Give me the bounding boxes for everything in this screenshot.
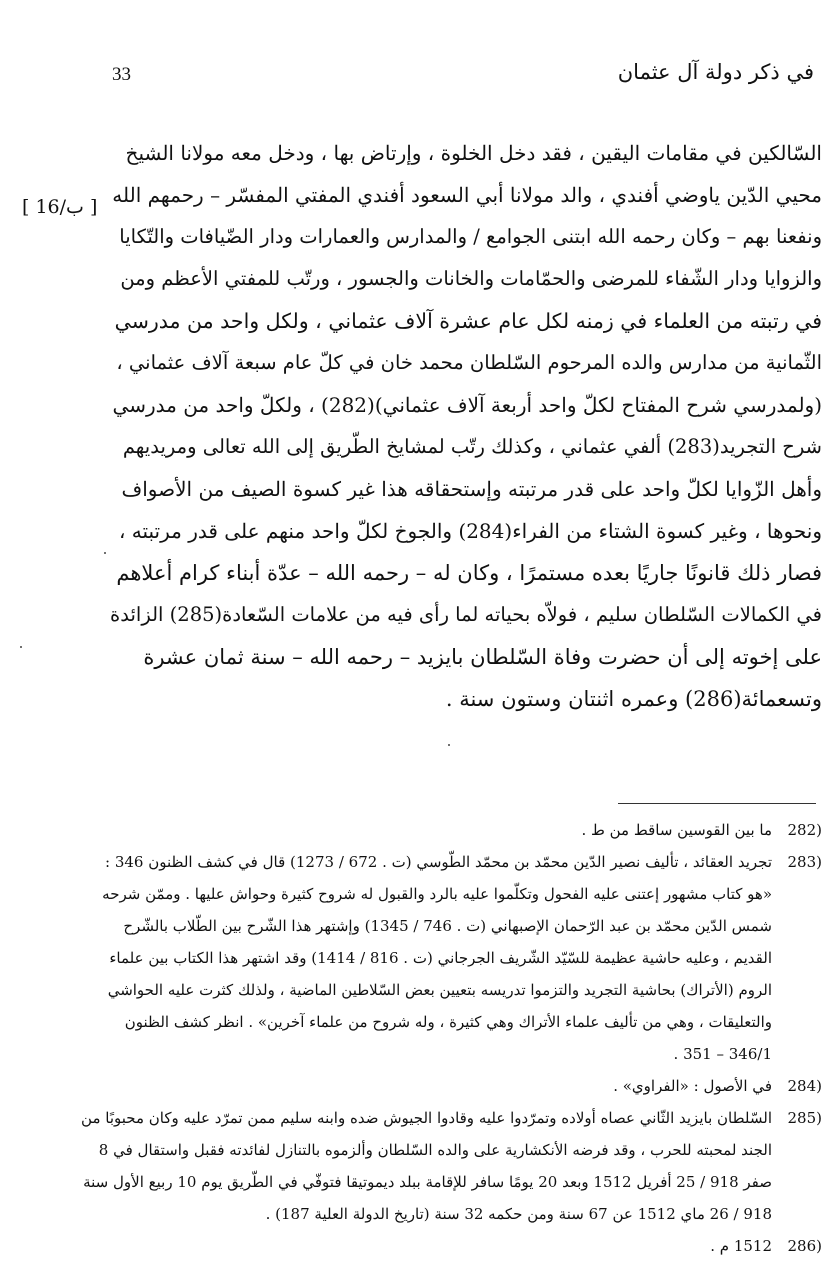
footnote-line: في الأصول : «الفراوي» . <box>613 1077 772 1095</box>
footnote-line: 918 / 26 ماي 1512 عن 67 سنة ومن حكمه 32 سنة (تاريخ الدولة العلية 187) . <box>265 1205 772 1223</box>
footnote-line: تجريد العقائد ، تأليف نصير الدّين محمّد بن محمّد الطّوسي (ت . 672 / 1273) قال في كشف الظنون 346 : <box>105 853 772 871</box>
main-text-block <box>110 132 822 720</box>
footnote-line: والتعليقات ، وهي من تأليف علماء الأتراك وهي كثيرة ، وله شروح من علماء آخرين» . انظر كشف الظنون <box>124 1013 772 1031</box>
footnote-line: الروم (الأتراك) بحاشية التجريد والتزموا تدريسه بتعيين بعض السّلاطين الماضية ، ولذلك كثرت عليه الحواشي <box>107 981 772 999</box>
footnote-284 <box>100 1070 822 1102</box>
paper-speck <box>20 646 22 648</box>
paper-speck <box>448 744 450 746</box>
footnote-line: القديم ، وعليه حاشية عظيمة للسّيّد الشّريف الجرجاني (ت . 816 / 1414) وقد اشتهر هذا الكتاب بين علماء <box>109 949 772 967</box>
footnote-number: 285) <box>787 1109 822 1127</box>
main-text-line: وتسعمائة(286) وعمره اثنتان وستون سنة . <box>445 687 822 711</box>
main-text-line: ونفعنا بهم – وكان رحمه الله ابتنى الجوامع / والمدارس والعمارات ودار الضّيافات والتّكايا <box>119 225 822 248</box>
main-text-line: على إخوته إلى أن حضرت وفاة السّلطان بايزيد – رحمه الله – سنة ثمان عشرة <box>143 645 822 669</box>
chapter-title: في ذكر دولة آل عثمان <box>617 60 814 84</box>
main-text-line: (ولمدرسي شرح المفتاح لكلّ واحد أربعة آلاف عثماني)(282) ، ولكلّ واحد من مدرسي <box>112 393 822 417</box>
footnote-286 <box>100 1230 822 1262</box>
footnote-line: 1512 م . <box>710 1237 772 1255</box>
footnote-282 <box>100 814 822 846</box>
main-text-line: وأهل الزّوايا لكلّ واحد على قدر مرتبته وإستحقاقه هذا غير كسوة الصيف من الأصواف <box>121 477 822 501</box>
main-text-line: شرح التجريد(283) ألفي عثماني ، وكذلك رتّب لمشايخ الطّريق إلى الله تعالى ومريديهم <box>122 435 822 458</box>
footnote-number: 284) <box>787 1077 822 1095</box>
footnote-line: شمس الدّين محمّد بن عبد الرّحمان الإصبهاني (ت . 746 / 1345) وإشتهر هذا الشّرح بين الطّلاب بالشّرح <box>123 917 772 935</box>
footnote-separator <box>618 803 816 804</box>
footnote-283 <box>100 846 822 1070</box>
footnote-line: صفر 918 / 25 أفريل 1512 وبعد 20 يومًا سافر للإقامة ببلد ديموتيقا فتوفّي في الطّريق يوم 10 ربيع الأول سنة <box>83 1173 772 1191</box>
main-text-line: فصار ذلك قانونًا جاريًا بعده مستمرًا ، وكان له – رحمه الله – عدّة أبناء كرام أعلاهم <box>116 561 822 585</box>
main-text-line: في رتبته من العلماء في زمنه لكل عام عشرة آلاف عثماني ، ولكل واحد من مدرسي <box>114 309 822 333</box>
main-text-line: محيي الدّين ياوضي أفندي ، والد مولانا أبي السعود أفندي المفتي المفسّر – رحمهم الله <box>112 183 822 207</box>
main-text-line: في الكمالات السّلطان سليم ، فولاّه بحياته لما رأى فيه من علامات السّعادة(285) الزائدة <box>110 603 822 626</box>
footnote-number: 286) <box>787 1237 822 1255</box>
footnote-line: ما بين القوسين ساقط من ط . <box>581 821 772 839</box>
page-number: 33 <box>112 64 131 85</box>
footnote-number: 283) <box>787 853 822 871</box>
main-text-line: السّالكين في مقامات اليقين ، فقد دخل الخلوة ، وإرتاض بها ، ودخل معه مولانا الشيخ <box>125 141 822 165</box>
main-text-line: والزوايا ودار الشّفاء للمرضى والحمّامات والخانات والجسور ، ورتّب للمفتي الأعظم ومن <box>120 267 822 290</box>
footnote-number: 282) <box>787 821 822 839</box>
footnotes-block <box>81 814 822 1262</box>
main-text-line: ونحوها ، وغير كسوة الشتاء من الفراء(284) والجوخ لكلّ واحد منهم على قدر مرتبته ، <box>118 519 822 543</box>
footnote-285 <box>81 1102 822 1230</box>
footnote-line: الجند لمحبته للحرب ، وقد فرضه الأنكشارية على والده السّلطان وألزموه بالتنازل لفائدته فقبل واستقال في 8 <box>98 1141 772 1159</box>
main-text-line: الثّمانية من مدارس والده المرحوم السّلطان محمد خان في كلّ عام سبعة آلاف عثماني ، <box>116 351 822 374</box>
footnote-line: السّلطان بايزيد الثّاني عصاه أولاده وتمرّدوا عليه وقادوا الجيوش ضده وابنه سليم ممن تمرّد عليه وكان محبوبًا من <box>81 1109 772 1127</box>
paper-speck <box>104 552 106 554</box>
folio-margin-note: [ 16/ب ] <box>22 196 98 218</box>
footnote-line: 346/1 – 351 . <box>673 1045 772 1063</box>
footnote-line: «هو كتاب مشهور إعتنى عليه الفحول وتكلّموا عليه بالرد والقبول له شروح كثيرة وحواش عليها . وممّن شرحه <box>102 885 772 903</box>
